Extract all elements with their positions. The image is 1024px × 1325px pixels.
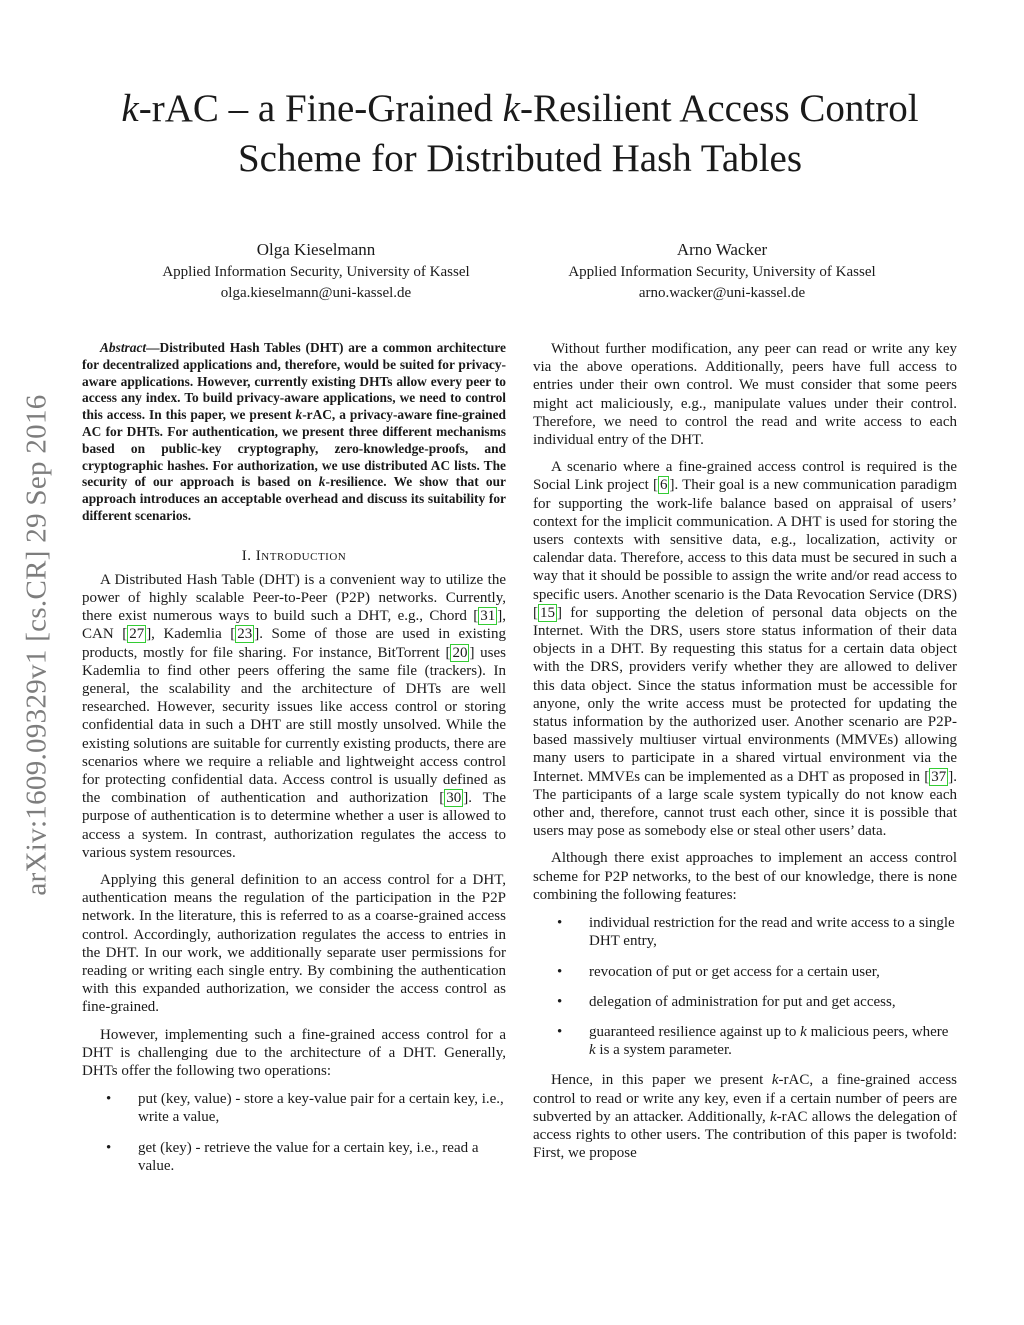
paragraph: However, implementing such a fine-grained access control for a DHT is challenging due to the architecture of a DHT. Generally, DHTs offer the following two operations: bbox=[82, 1026, 506, 1080]
paragraph bbox=[533, 458, 957, 840]
list-item-text: individual restriction for the read and write access to a single DHT entry, bbox=[589, 915, 955, 950]
author-name: Olga Kieselmann bbox=[256, 240, 376, 259]
arxiv-sidebar bbox=[12, 350, 62, 940]
list-item bbox=[82, 1139, 506, 1175]
list-item-text: put (key, value) - store a key-value pair for a certain key, i.e., write a value, bbox=[138, 1091, 504, 1126]
bullet-icon: • bbox=[557, 1023, 563, 1040]
paragraph: Applying this general definition to an access control for a DHT, authentication means the regulation of the participation in the P2P network. In the literature, this is referred to as a coarse-grained access control. Accordingly, authorization regulates the access to entries in the DHT. In our work, we additionally separate user permissions for reading or writing each single entry. By combining the authentication with this expanded authorization, we consider the access control as fine-grained. bbox=[82, 872, 506, 1016]
paragraph bbox=[533, 1071, 957, 1162]
abstract-part: —Distributed Hash Tables (DHT) are a common architecture for decentralized applications and, therefore, would be suited for privacy-aware applications. However, currently existing DHTs allow every peer to access any index. To build privacy-aware applications, we need to control this access. In this paper, we present bbox=[82, 340, 506, 423]
author-name: Arno Wacker bbox=[676, 240, 768, 259]
paragraph: Although there exist approaches to implement an access control scheme for P2P networks, to the best of our knowledge, there is none combining the following features: bbox=[533, 850, 957, 903]
math-k: k bbox=[589, 1042, 596, 1059]
paragraph: Without further modification, any peer can read or write any key via the above operations. Additionally, peers have full access to entries under their own control. We must consider that some peers might act maliciously, e.g., manipulate values under their control. Therefore, we need to control the read and write access to each individual entry of the DHT. bbox=[533, 341, 957, 449]
bullet-icon: • bbox=[557, 993, 563, 1010]
text: ]. Some of those are used in existing products, mostly for file sharing. For instance, BitTorrent [ bbox=[82, 626, 506, 661]
list-item bbox=[533, 1023, 957, 1059]
list-item-text: get (key) - retrieve the value for a certain key, i.e., read a value. bbox=[138, 1139, 479, 1174]
text: ]. The purpose of authentication is to determine whether a user is allowed to access a system. In contrast, authorization regulates the access to various system resources. bbox=[82, 790, 506, 861]
list-item-text: delegation of administration for put and get access, bbox=[589, 993, 896, 1010]
list-item bbox=[82, 1090, 506, 1126]
math-k: k bbox=[295, 407, 303, 423]
math-k: k bbox=[771, 1072, 779, 1089]
citation-link[interactable]: 31 bbox=[480, 608, 496, 625]
abstract bbox=[82, 340, 506, 525]
title-line-2: Scheme for Distributed Hash Tables bbox=[237, 137, 803, 180]
title-text: -Resilient Access Control bbox=[519, 87, 919, 130]
bullet-icon: • bbox=[557, 915, 563, 932]
citation-link[interactable]: 23 bbox=[237, 626, 253, 643]
text: malicious peers, where bbox=[806, 1023, 949, 1040]
text: ], Kademlia [ bbox=[146, 626, 236, 643]
list-item bbox=[533, 963, 957, 981]
bullet-icon: • bbox=[106, 1091, 112, 1108]
text: ] for supporting the deletion of personal data objects on the Internet. With the DRS, users store status information of their data objects in a DHT. By requesting this status for a certain data object with the DRS, providers verify whether they are allowed to deliver this data object. Since the status information must be accessible for anyone, only the write access must be protected for updating the status information by the authorized user. Another scenario are P2P-based massively multiuser virtual environments (MMVEs) allowing many users to participate in a shared virtual environment via the Internet. MMVEs can be implemented as a DHT as proposed in [ bbox=[533, 604, 957, 785]
list-item bbox=[533, 914, 957, 950]
math-k: k bbox=[800, 1023, 807, 1040]
text: ]. The participants of a large scale system typically do not know each other and, therefore, cannot trust each other, since it is possible that users may pose as somebody else or steal other users’ data. bbox=[533, 768, 957, 840]
citation-link[interactable]: 37 bbox=[931, 768, 947, 785]
author-affiliation: Applied Information Security, University of Kassel bbox=[162, 264, 470, 280]
bullet-icon: • bbox=[557, 963, 563, 980]
math-k: k bbox=[318, 474, 326, 490]
features-list bbox=[533, 914, 957, 1059]
list-item bbox=[533, 993, 957, 1011]
text: A scenario where a fine-grained access control is required is the Social Link project [ bbox=[533, 459, 957, 494]
citation-link[interactable]: 6 bbox=[659, 477, 668, 494]
text: A Distributed Hash Table (DHT) is a convenient way to utilize the power of highly scalable Peer-to-Peer (P2P) networks. Currently, there exist numerous ways to build such a DHT, e.g., Chord [ bbox=[82, 571, 506, 625]
abstract-part: -resilience. We show that our approach introduces an acceptable overhead and discuss its suitability for different scenarios. bbox=[82, 474, 507, 523]
text: -rAC allows the delegation of access rights to other users. The contribution of this paper is twofold: First, we propose bbox=[533, 1108, 957, 1162]
paper-title bbox=[60, 84, 980, 184]
author-block bbox=[106, 238, 526, 304]
title-math-k: k bbox=[121, 87, 139, 130]
text: guaranteed resilience against up to bbox=[589, 1023, 801, 1040]
abstract-part: -rAC, a privacy-aware fine-grained AC for DHTs. For authentication, we present three different mechanisms based on public-key cryptography, zero-knowledge-proofs, and cryptographic hashes. For authorization, we use distributed AC lists. The security of our approach is based on bbox=[82, 407, 506, 490]
citation-link[interactable]: 30 bbox=[446, 790, 462, 807]
text: ] uses Kademlia to find other peers offering the same file (trackers). In general, the scalability and the architecture of DHTs are well researched. However, security issues like access control or storing confidential data in such a DHT are still mostly unsolved. While the existing solutions are suitable for currently existing products, there are scenarios where we require a reliable and lightweight access control for protecting confidential data. Access control is usually defined as the combination of authentication and authorization [ bbox=[82, 644, 506, 807]
list-item-text: revocation of put or get access for a certain user, bbox=[589, 963, 880, 980]
left-column bbox=[82, 340, 506, 1187]
section-number: I. bbox=[241, 547, 252, 564]
operations-list bbox=[82, 1090, 506, 1175]
author-affiliation: Applied Information Security, University of Kassel bbox=[568, 264, 876, 280]
right-column bbox=[533, 340, 957, 1162]
text: ], CAN [ bbox=[82, 608, 506, 643]
text: ]. Their goal is a new communication paradigm for supporting the work-life balance based on appraisal of users’ context for the implicit communication. A DHT is used for storing the users contexts with sensitive data, e.g., localization, activity or calendar data. Therefore, access to this data must be secured in such a way that it should be possible to assign the write and/or read access to specific users. Another scenario is the Data Revocation Service (DRS) [ bbox=[533, 477, 957, 621]
text: -rAC, a fine-grained access control to read or write any key, even if a certain number of peers are subverted by an attacker. Additionally, bbox=[533, 1072, 957, 1125]
author-email: arno.wacker@uni-kassel.de bbox=[638, 285, 806, 301]
section-title-text: Introduction bbox=[255, 547, 347, 564]
title-math-k: k bbox=[502, 87, 520, 130]
text: is a system parameter. bbox=[595, 1042, 732, 1059]
section-heading bbox=[82, 547, 506, 565]
author-block bbox=[512, 238, 932, 304]
citation-link[interactable]: 20 bbox=[452, 644, 468, 661]
math-k: k bbox=[769, 1108, 777, 1125]
abstract-text bbox=[82, 340, 506, 525]
title-line-1 bbox=[60, 84, 980, 134]
citation-link[interactable]: 27 bbox=[129, 626, 145, 643]
arxiv-identifier: arXiv:1609.09329v1 [cs.CR] 29 Sep 2016 bbox=[20, 394, 53, 896]
author-email: olga.kieselmann@uni-kassel.de bbox=[220, 285, 412, 301]
title-text: -rAC – a Fine-Grained bbox=[138, 87, 503, 130]
citation-link[interactable]: 15 bbox=[540, 604, 555, 621]
bullet-icon: • bbox=[106, 1139, 112, 1156]
text: Hence, in this paper we present bbox=[551, 1072, 772, 1089]
abstract-label: Abstract bbox=[100, 340, 147, 355]
list-item-text bbox=[589, 1023, 957, 1059]
paragraph bbox=[82, 571, 506, 862]
